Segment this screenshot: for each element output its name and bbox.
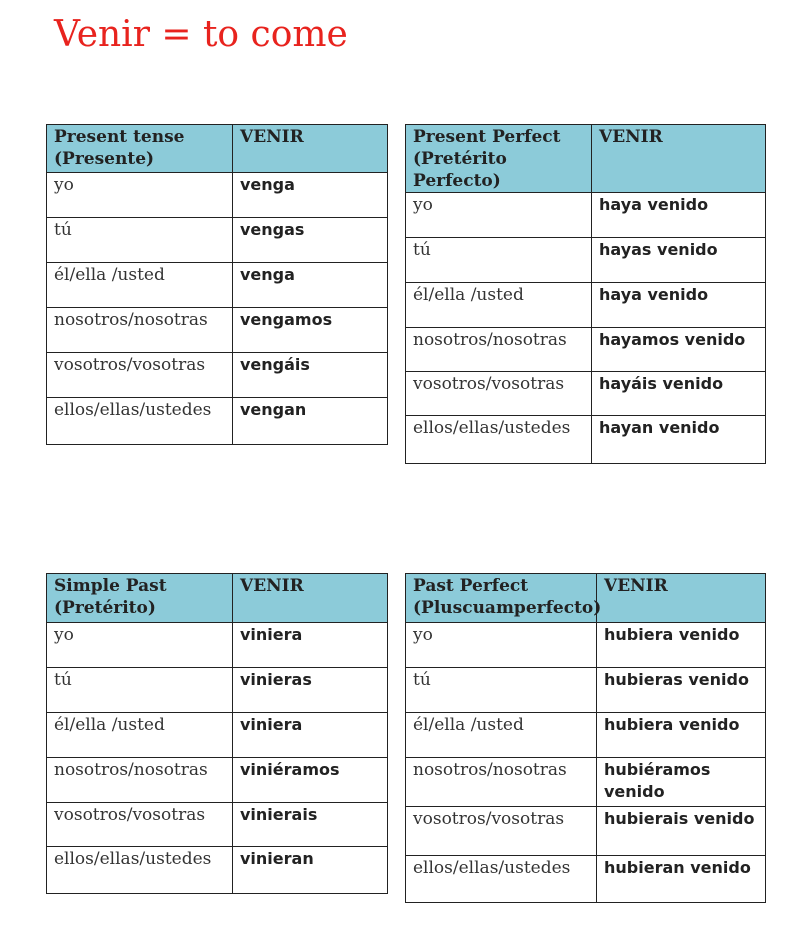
table-row — [406, 372, 766, 416]
form-cell: hayamos venido — [592, 328, 766, 372]
form-cell: vengamos — [233, 308, 388, 353]
form-cell: hubiera venido — [597, 623, 766, 668]
table-row — [406, 238, 766, 283]
pronoun-cell: tú — [47, 218, 233, 263]
form-cell: hubierais venido — [597, 807, 766, 856]
form-cell: venga — [233, 173, 388, 218]
form-cell: hubiera venido — [597, 713, 766, 758]
table-row — [406, 193, 766, 238]
pronoun-cell: vosotros/vosotras — [406, 372, 592, 416]
pronoun-cell: nosotros/nosotras — [47, 308, 233, 353]
table-header-row — [406, 125, 766, 193]
pronoun-cell: vosotros/vosotras — [47, 803, 233, 847]
pronoun-cell: él/ella /usted — [47, 713, 233, 758]
tense-header: Present tense (Presente) — [47, 125, 233, 173]
verb-header: VENIR — [597, 574, 766, 623]
form-cell: hayas venido — [592, 238, 766, 283]
table-row — [406, 283, 766, 328]
pronoun-cell: nosotros/nosotras — [47, 758, 233, 803]
table-row — [406, 807, 766, 856]
pronoun-cell: tú — [406, 238, 592, 283]
table-row — [47, 713, 388, 758]
pronoun-cell: él/ella /usted — [47, 263, 233, 308]
table-header-row — [47, 125, 388, 173]
past-perfect-table — [405, 573, 766, 903]
pronoun-cell: ellos/ellas/ustedes — [47, 847, 233, 894]
present-tense-table — [46, 124, 388, 445]
pronoun-cell: nosotros/nosotras — [406, 328, 592, 372]
tense-header: Past Perfect (Pluscuamperfecto) — [406, 574, 597, 623]
tense-header: Present Perfect (Pretérito Perfecto) — [406, 125, 592, 193]
form-cell: vengas — [233, 218, 388, 263]
table-header-row — [406, 574, 766, 623]
table-row — [47, 623, 388, 668]
form-cell: haya venido — [592, 283, 766, 328]
verb-header: VENIR — [233, 574, 388, 623]
table-row — [406, 758, 766, 807]
page-title: Venir = to come — [54, 14, 348, 55]
table-row — [406, 668, 766, 713]
table-row — [47, 803, 388, 847]
form-cell: viniera — [233, 623, 388, 668]
form-cell: viniera — [233, 713, 388, 758]
form-cell: vinierais — [233, 803, 388, 847]
pronoun-cell: yo — [406, 193, 592, 238]
form-cell: vinieras — [233, 668, 388, 713]
form-cell: haya venido — [592, 193, 766, 238]
pronoun-cell: ellos/ellas/ustedes — [406, 856, 597, 903]
table-row — [47, 758, 388, 803]
table-row — [47, 353, 388, 398]
pronoun-cell: ellos/ellas/ustedes — [47, 398, 233, 445]
table-row — [47, 847, 388, 894]
tense-header: Simple Past (Pretérito) — [47, 574, 233, 623]
pronoun-cell: vosotros/vosotras — [47, 353, 233, 398]
pronoun-cell: yo — [406, 623, 597, 668]
table-row — [406, 328, 766, 372]
form-cell: venga — [233, 263, 388, 308]
pronoun-cell: yo — [47, 173, 233, 218]
simple-past-table — [46, 573, 388, 894]
pronoun-cell: tú — [406, 668, 597, 713]
verb-header: VENIR — [592, 125, 766, 193]
table-header-row — [47, 574, 388, 623]
form-cell: hubiéramos venido — [597, 758, 766, 807]
pronoun-cell: él/ella /usted — [406, 283, 592, 328]
verb-header: VENIR — [233, 125, 388, 173]
pronoun-cell: nosotros/nosotras — [406, 758, 597, 807]
table-row — [406, 623, 766, 668]
table-row — [47, 263, 388, 308]
table-row — [47, 218, 388, 263]
form-cell: vengan — [233, 398, 388, 445]
form-cell: vinieran — [233, 847, 388, 894]
form-cell: viniéramos — [233, 758, 388, 803]
pronoun-cell: ellos/ellas/ustedes — [406, 416, 592, 464]
table-row — [47, 173, 388, 218]
form-cell: hayan venido — [592, 416, 766, 464]
pronoun-cell: tú — [47, 668, 233, 713]
pronoun-cell: vosotros/vosotras — [406, 807, 597, 856]
table-row — [47, 668, 388, 713]
pronoun-cell: él/ella /usted — [406, 713, 597, 758]
present-perfect-table — [405, 124, 766, 464]
form-cell: hayáis venido — [592, 372, 766, 416]
table-row — [47, 398, 388, 445]
table-row — [406, 713, 766, 758]
pronoun-cell: yo — [47, 623, 233, 668]
table-row — [47, 308, 388, 353]
table-row — [406, 416, 766, 464]
form-cell: vengáis — [233, 353, 388, 398]
table-row — [406, 856, 766, 903]
form-cell: hubieras venido — [597, 668, 766, 713]
form-cell: hubieran venido — [597, 856, 766, 903]
